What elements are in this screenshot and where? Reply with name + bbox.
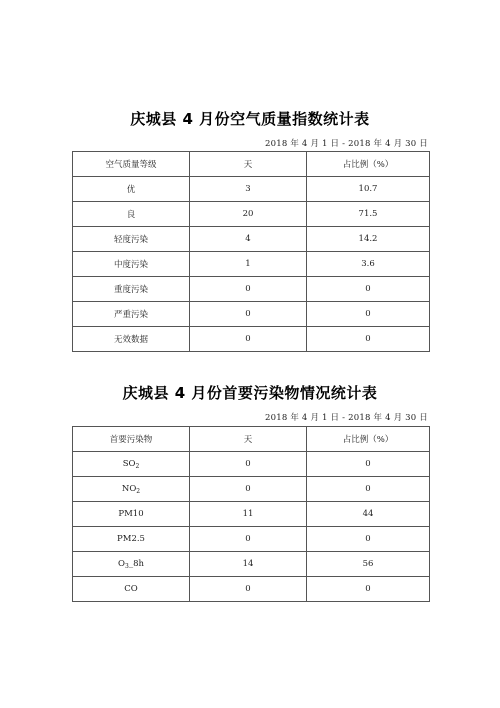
row-percent: 0 — [307, 277, 430, 302]
primary-pollutant-table — [72, 426, 430, 602]
pollutant-name: PM2.5 — [117, 533, 145, 544]
row-percent: 71.5 — [307, 202, 430, 227]
row-percent: 14.2 — [307, 227, 430, 252]
row-days: 3 — [190, 177, 307, 202]
row-label: 中度污染 — [73, 252, 190, 277]
row-percent: 0 — [307, 302, 430, 327]
row-days: 14 — [190, 552, 307, 577]
row-percent: 10.7 — [307, 177, 430, 202]
row-percent: 3.6 — [307, 252, 430, 277]
column-header-days: 天 — [190, 427, 307, 452]
pollutant-subscript: 2 — [135, 462, 140, 470]
pollutant-name: O — [118, 558, 125, 569]
table-header-row — [73, 427, 430, 452]
row-days: 20 — [190, 202, 307, 227]
table-row — [73, 227, 430, 252]
pollutant-label — [73, 452, 190, 477]
row-percent: 0 — [307, 577, 430, 602]
pollutant-name: NO — [121, 483, 137, 494]
primary-pollutant-table-title: 庆城县 4 月份首要污染物情况统计表 — [122, 384, 378, 402]
pollutant-subscript: 2 — [136, 487, 141, 495]
row-label: 严重污染 — [73, 302, 190, 327]
column-header-days: 天 — [190, 152, 307, 177]
column-header-pollutant: 首要污染物 — [73, 427, 190, 452]
pollutant-label — [73, 527, 190, 552]
row-percent: 0 — [307, 527, 430, 552]
row-percent: 0 — [307, 327, 430, 352]
row-label: 轻度污染 — [73, 227, 190, 252]
table-header-row — [73, 152, 430, 177]
column-header-level: 空气质量等级 — [73, 152, 190, 177]
pollutant-label — [73, 552, 190, 577]
table-row — [73, 552, 430, 577]
pollutant-label — [73, 477, 190, 502]
table-row — [73, 477, 430, 502]
row-percent: 56 — [307, 552, 430, 577]
table-row — [73, 252, 430, 277]
column-header-percent: 占比例（%） — [307, 152, 430, 177]
row-days: 0 — [190, 302, 307, 327]
row-days: 0 — [190, 452, 307, 477]
row-percent: 0 — [307, 452, 430, 477]
pollutant-label — [73, 502, 190, 527]
table-row — [73, 177, 430, 202]
pollutant-name: CO — [124, 583, 138, 594]
row-days: 0 — [190, 577, 307, 602]
pollutant-label — [73, 577, 190, 602]
table-row — [73, 277, 430, 302]
row-days: 0 — [190, 327, 307, 352]
pollutant-subscript: 3 — [125, 562, 129, 570]
table-row — [73, 527, 430, 552]
row-label: 良 — [73, 202, 190, 227]
table-row — [73, 452, 430, 477]
row-percent: 0 — [307, 477, 430, 502]
row-days: 11 — [190, 502, 307, 527]
row-days: 0 — [190, 527, 307, 552]
air-quality-table-title: 庆城县 4 月份空气质量指数统计表 — [130, 110, 370, 128]
air-quality-index-table — [72, 151, 430, 352]
table-row — [73, 302, 430, 327]
table-row — [73, 577, 430, 602]
row-percent: 44 — [307, 502, 430, 527]
primary-pollutant-date-range: 2018 年 4 月 1 日 - 2018 年 4 月 30 日 — [265, 413, 428, 423]
row-days: 0 — [190, 277, 307, 302]
table-row — [73, 202, 430, 227]
row-label: 重度污染 — [73, 277, 190, 302]
table-row — [73, 327, 430, 352]
row-days: 0 — [190, 477, 307, 502]
air-quality-date-range: 2018 年 4 月 1 日 - 2018 年 4 月 30 日 — [265, 139, 428, 149]
row-days: 1 — [190, 252, 307, 277]
row-days: 4 — [190, 227, 307, 252]
row-label: 无效数据 — [73, 327, 190, 352]
row-label: 优 — [73, 177, 190, 202]
pollutant-name: SO — [122, 458, 136, 469]
column-header-percent: 占比例（%） — [307, 427, 430, 452]
table-row — [73, 502, 430, 527]
pollutant-name: PM10 — [118, 508, 144, 519]
pollutant-suffix: _8h — [128, 558, 144, 569]
